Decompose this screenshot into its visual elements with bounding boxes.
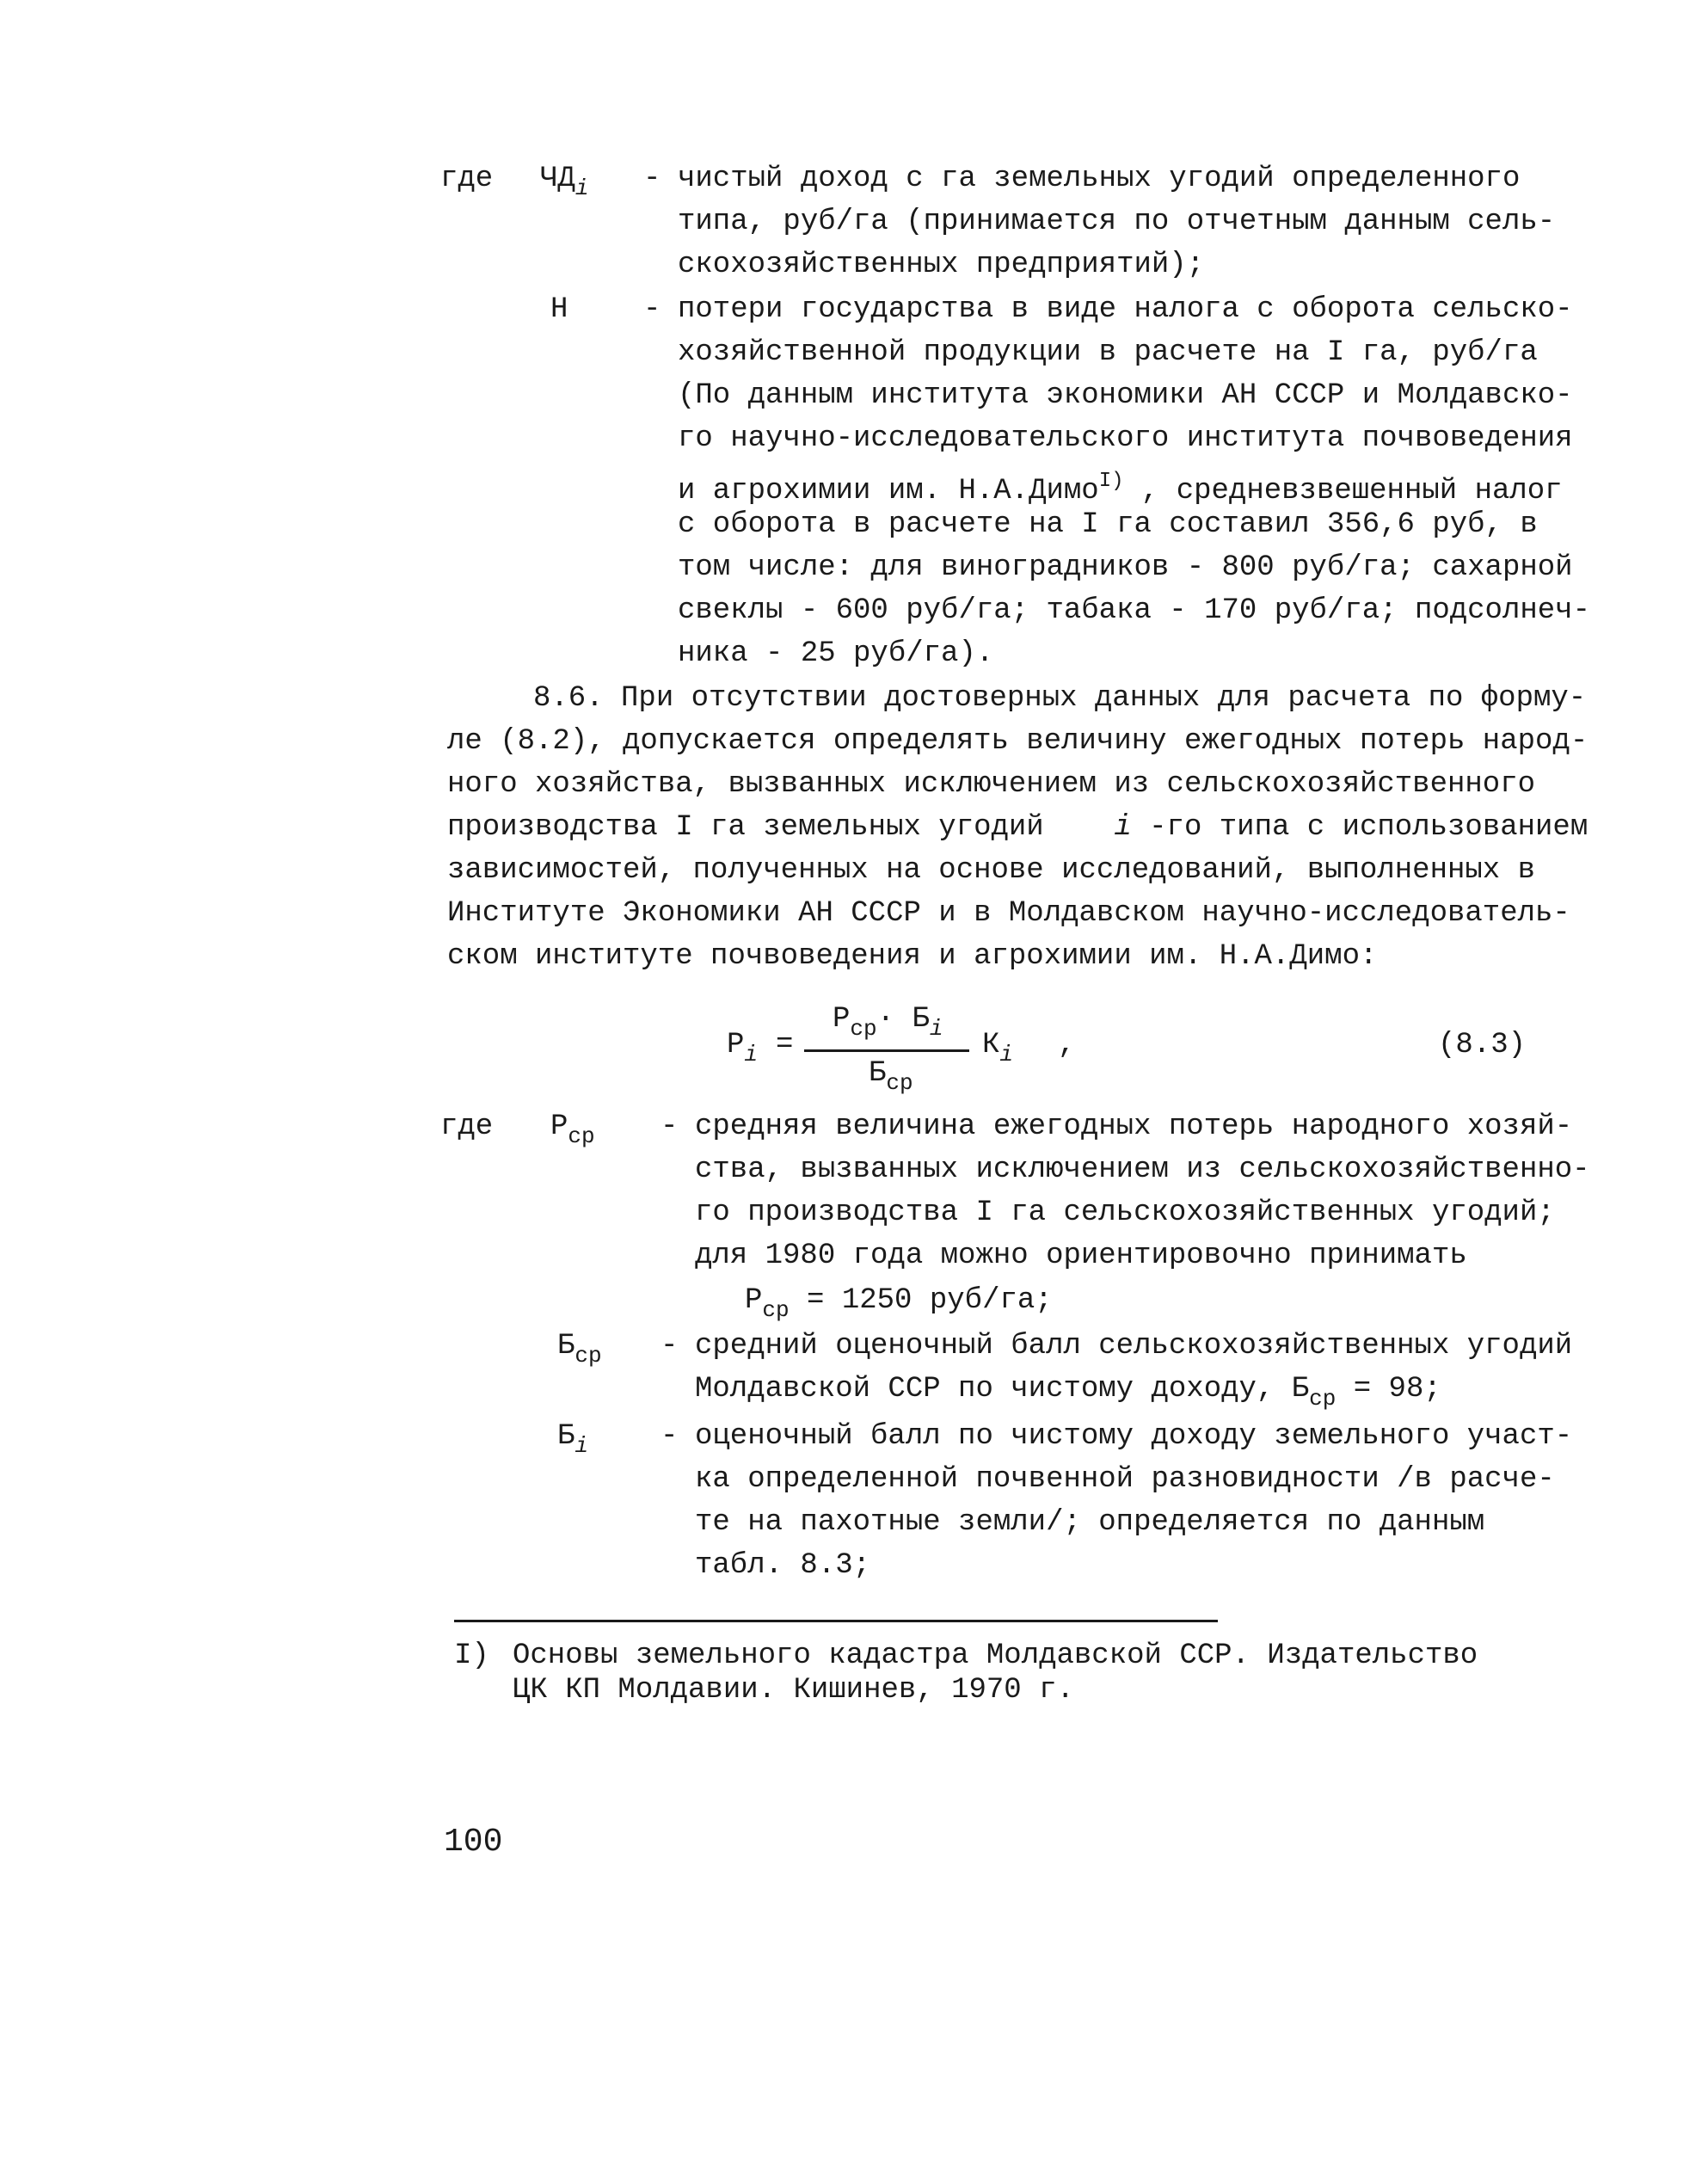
- definition-line: средняя величина ежегодных потерь народного хозяй-: [695, 1110, 1573, 1143]
- definition-line: (По данным института экономики АН СССР и Молдавско-: [678, 379, 1573, 412]
- page-number: 100: [444, 1824, 503, 1861]
- formula-multiplier: $К_i$: [982, 1029, 1014, 1067]
- footnote-reference: I): [1098, 470, 1124, 493]
- dash: -: [661, 1110, 679, 1143]
- definition-line: с оборота в расчете на I га составил 356,6 руб, в: [678, 508, 1538, 541]
- definition-line: потери государства в виде налога с оборота сельско-: [678, 293, 1573, 326]
- definition-line: свеклы - 600 руб/га; табака - 170 руб/га; подсолнеч-: [678, 594, 1590, 627]
- fraction-bar: [804, 1049, 969, 1052]
- paragraph-line: Институте Экономики АН СССР и в Молдавском научно-исследователь-: [447, 897, 1570, 930]
- symbol-b-sr: $Б_{ср}$: [557, 1330, 602, 1369]
- footnote-divider: [454, 1620, 1218, 1622]
- paragraph-line: 8.6. При отсутствии достоверных данных для расчета по форму-: [533, 682, 1587, 715]
- where-label: где: [440, 163, 494, 195]
- dash: -: [661, 1420, 679, 1453]
- formula-denominator: $Б_{ср}$: [869, 1057, 913, 1096]
- paragraph-line: ле (8.2), допускается определять величину ежегодных потерь народ-: [447, 725, 1588, 758]
- formula-numerator: $P_{ср}\cdot Б_i$: [833, 1003, 943, 1042]
- definition-line: и агрохимии им. Н.А.Димо$^{I)}$ , средневзвешенный налог: [678, 470, 1563, 508]
- definition-line: Молдавской ССР по чистому доходу, $Б_{ср} = 98$;: [695, 1373, 1441, 1412]
- definition-line: ка определенной почвенной разновидности /в расче-: [695, 1463, 1555, 1496]
- dash: -: [661, 1330, 679, 1363]
- definition-line: хозяйственной продукции в расчете на I га, руб/га: [678, 336, 1538, 369]
- footnote-line: Основы земельного кадастра Молдавской ССР. Издательство: [513, 1640, 1478, 1672]
- dash: -: [643, 163, 661, 195]
- symbol-n: Н: [550, 293, 568, 326]
- where-label: где: [440, 1110, 494, 1143]
- definition-line: средний оценочный балл сельскохозяйственных угодий: [695, 1330, 1573, 1363]
- value-line: $P_{ср} = 1250$ руб/га;: [745, 1284, 1053, 1323]
- footnote-line: ЦК КП Молдавии. Кишинев, 1970 г.: [513, 1674, 1074, 1707]
- paragraph-line: ском институте почвоведения и агрохимии им. Н.А.Димо:: [447, 940, 1378, 973]
- definition-line: го научно-исследовательского института почвоведения: [678, 422, 1573, 455]
- definition-line: типа, руб/га (принимается по отчетным данным сель-: [678, 206, 1556, 238]
- paragraph-line: производства I га земельных угодий i -го типа с использованием: [447, 811, 1588, 844]
- formula-comma: ,: [1058, 1029, 1076, 1061]
- definition-line: ства, вызванных исключением из сельскохозяйственно-: [695, 1154, 1590, 1186]
- paragraph-line: ного хозяйства, вызванных исключением из сельскохозяйственного: [447, 768, 1536, 801]
- definition-line: для 1980 года можно ориентировочно принимать: [695, 1240, 1467, 1272]
- formula-equals: =: [776, 1029, 794, 1061]
- formula-number: (8.3): [1438, 1029, 1527, 1061]
- definition-line: оценочный балл по чистому доходу земельного участ-: [695, 1420, 1573, 1453]
- definition-line: го производства I га сельскохозяйственных угодий;: [695, 1197, 1555, 1229]
- definition-line: ника - 25 руб/га).: [678, 637, 994, 670]
- definition-line: чистый доход с га земельных угодий определенного: [678, 163, 1521, 195]
- symbol-p-sr: $P_{ср}$: [550, 1110, 595, 1149]
- definition-line: том числе: для виноградников - 800 руб/га; сахарной: [678, 551, 1573, 584]
- definition-line: те на пахотные земли/; определяется по данным: [695, 1506, 1485, 1539]
- formula-lhs: $P_i$: [727, 1029, 759, 1067]
- definition-line: скохозяйственных предприятий);: [678, 249, 1205, 281]
- footnote-mark: I): [454, 1640, 489, 1672]
- symbol-chd-i: $ЧД_i$: [540, 163, 589, 201]
- definition-line: табл. 8.3;: [695, 1549, 871, 1582]
- symbol-b-i: $Б_i$: [557, 1420, 589, 1459]
- paragraph-line: зависимостей, полученных на основе исследований, выполненных в: [447, 854, 1536, 887]
- dash: -: [643, 293, 661, 326]
